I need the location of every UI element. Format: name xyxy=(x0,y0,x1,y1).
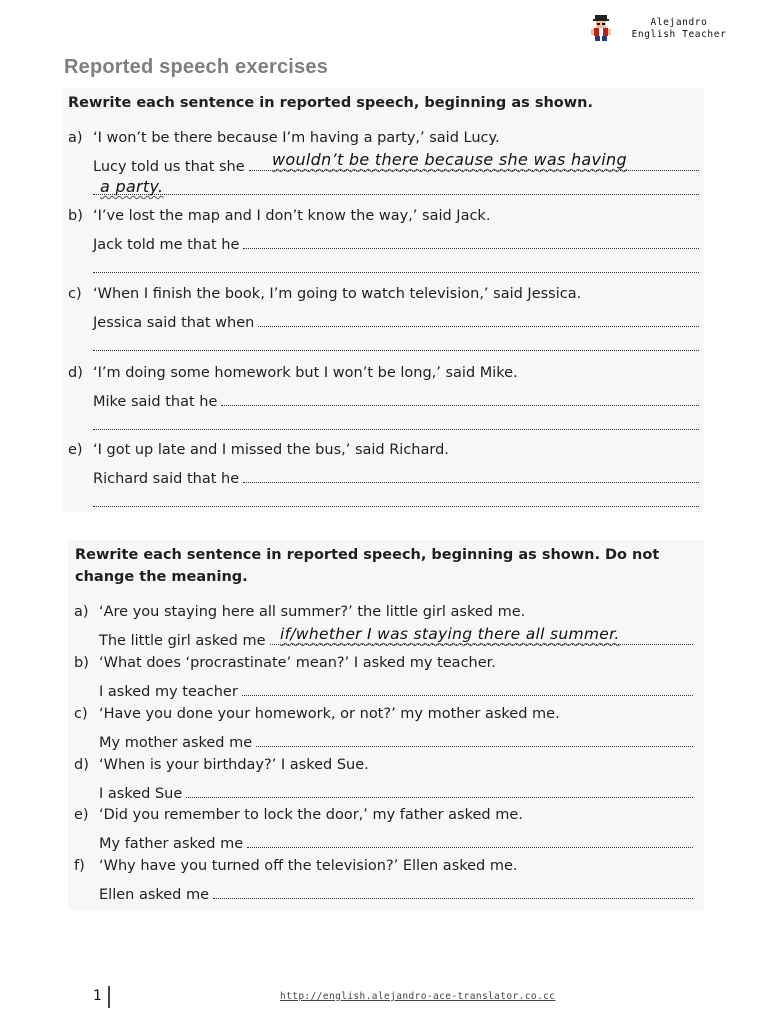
answer-dots xyxy=(242,681,693,696)
answer-dots xyxy=(243,468,699,483)
item-letter: e) xyxy=(68,442,83,458)
item-letter: a) xyxy=(68,130,83,146)
answer-dots xyxy=(243,234,699,249)
page-number: 1 xyxy=(93,988,102,1004)
answer-line[interactable] xyxy=(99,732,693,751)
answer-line[interactable] xyxy=(93,234,699,253)
item-prefix: I asked Sue xyxy=(99,786,183,802)
answer-line[interactable] xyxy=(93,391,699,410)
item-letter: c) xyxy=(74,706,88,722)
item-quote: ‘I’m doing some homework but I won’t be long,’ said Mike. xyxy=(93,365,518,381)
page-title: Reported speech exercises xyxy=(64,56,329,78)
exercise-section-2 xyxy=(68,540,704,910)
section-1-instruction: Rewrite each sentence in reported speech, beginning as shown. xyxy=(68,95,593,111)
item-prefix: Jack told me that he xyxy=(93,237,240,253)
brand-role: English Teacher xyxy=(631,29,727,40)
answer-dots-line-2[interactable] xyxy=(93,417,699,430)
item-letter: b) xyxy=(68,208,83,224)
answer-dots xyxy=(258,312,699,327)
item-quote: ‘When I finish the book, I’m going to watch television,’ said Jessica. xyxy=(93,286,582,302)
answer-line[interactable] xyxy=(93,468,699,487)
item-letter: c) xyxy=(68,286,82,302)
answer-dots-line-2[interactable] xyxy=(93,260,699,273)
footer-url-link[interactable]: http://english.alejandro-ace-translator.co.cc xyxy=(280,991,556,1002)
item-prefix: Richard said that he xyxy=(93,471,240,487)
item-quote: ‘I’ve lost the map and I don’t know the way,’ said Jack. xyxy=(93,208,491,224)
answer-dots-line-2[interactable] xyxy=(93,494,699,507)
item-prefix: Mike said that he xyxy=(93,394,218,410)
item-quote: ‘I won’t be there because I’m having a party,’ said Lucy. xyxy=(93,130,500,146)
item-prefix: I asked my teacher xyxy=(99,684,238,700)
answer-line[interactable] xyxy=(99,681,693,700)
answer-dots xyxy=(256,732,693,747)
exercise-section-1 xyxy=(62,88,704,512)
item-quote: ‘Have you done your homework, or not?’ my mother asked me. xyxy=(99,706,560,722)
page-number-divider xyxy=(108,986,110,1008)
section-2-instruction: Rewrite each sentence in reported speech, beginning as shown. Do not change the meaning. xyxy=(75,547,660,585)
answer-dots xyxy=(186,783,693,798)
item-prefix: The little girl asked me xyxy=(99,633,266,649)
item-prefix: Lucy told us that she xyxy=(93,159,245,175)
item-letter: d) xyxy=(68,365,83,381)
item-quote: ‘Did you remember to lock the door,’ my father asked me. xyxy=(99,807,523,823)
brand-name: Alejandro xyxy=(650,17,708,28)
answer-line[interactable] xyxy=(93,312,699,331)
item-letter: b) xyxy=(74,655,89,671)
handwritten-answer: if/whether I was staying there all summer. xyxy=(280,625,620,643)
item-letter: f) xyxy=(74,858,85,874)
item-prefix: My father asked me xyxy=(99,836,244,852)
item-quote: ‘What does ‘procrastinate’ mean?’ I asked my teacher. xyxy=(99,655,496,671)
brand-header xyxy=(588,14,738,46)
handwritten-answer-line-1: wouldn’t be there because she was having xyxy=(272,150,627,169)
handwritten-answer-line-2: a party. xyxy=(100,177,164,196)
item-quote: ‘Are you staying here all summer?’ the little girl asked me. xyxy=(99,604,526,620)
item-letter: d) xyxy=(74,757,89,773)
item-quote: ‘I got up late and I missed the bus,’ said Richard. xyxy=(93,442,449,458)
teacher-avatar-icon xyxy=(588,14,614,42)
answer-line[interactable] xyxy=(99,833,693,852)
answer-dots xyxy=(221,391,699,406)
answer-dots xyxy=(247,833,693,848)
item-quote: ‘When is your birthday?’ I asked Sue. xyxy=(99,757,369,773)
item-letter: a) xyxy=(74,604,89,620)
answer-dots-line-2[interactable] xyxy=(93,338,699,351)
answer-line[interactable] xyxy=(99,783,693,802)
answer-line[interactable] xyxy=(99,884,693,903)
item-prefix: Jessica said that when xyxy=(93,315,255,331)
brand-label xyxy=(624,17,734,41)
item-prefix: My mother asked me xyxy=(99,735,253,751)
answer-dots xyxy=(213,884,693,899)
item-prefix: Ellen asked me xyxy=(99,887,210,903)
answer-dots-line-2[interactable] xyxy=(93,182,699,195)
item-quote: ‘Why have you turned off the television?’ Ellen asked me. xyxy=(99,858,518,874)
item-letter: e) xyxy=(74,807,89,823)
